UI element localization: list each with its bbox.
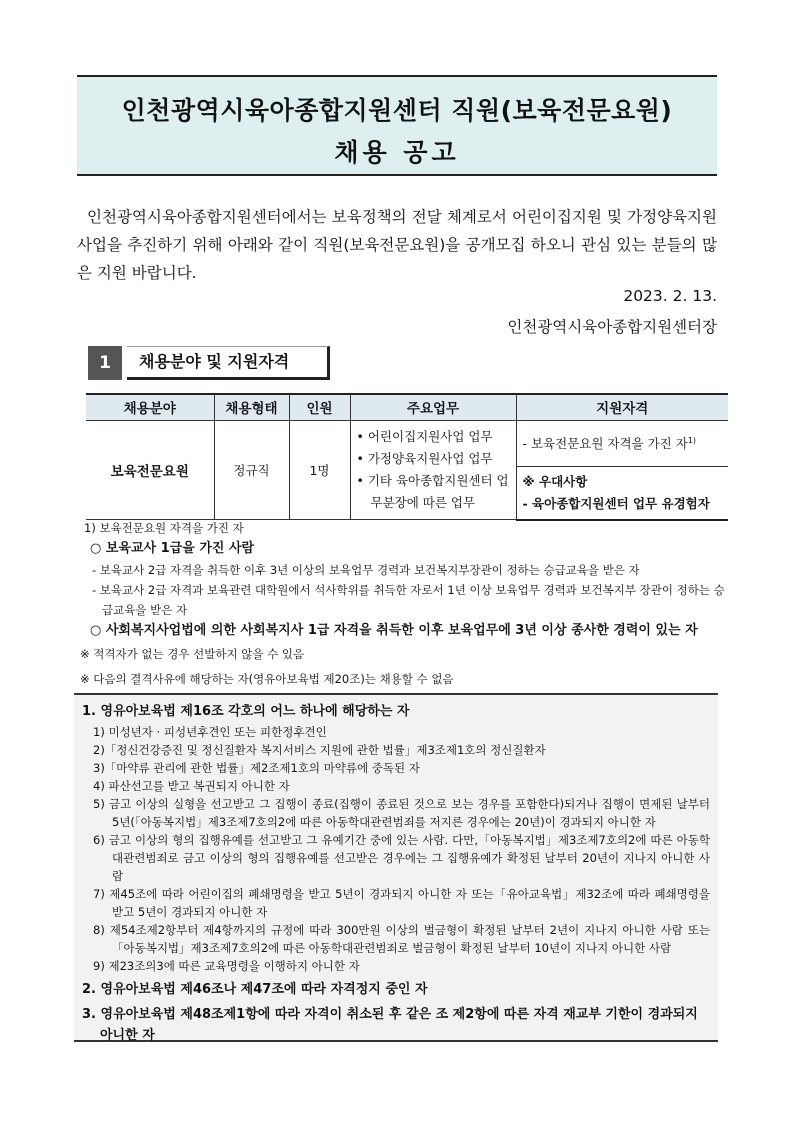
qualification-detail: - 보육교사 2급 자격과 보육관련 대학원에서 석사학위를 취득한 자로서 1년 이상 보육업무 경력과 보건복지부 장관이 정하는 승급교육을 받은 자 bbox=[92, 583, 725, 617]
list-item: 7) 제45조에 따라 어린이집의 폐쇄명령을 받고 5년이 경과되지 아니한 자 또는「유아교육법」제32조에 따라 폐쇄명령을 받고 5년이 경과되지 아니한 자 bbox=[93, 887, 710, 919]
notice-text: ※ 다음의 결격사유에 해당하는 자(영유아보육법 제20조)는 채용할 수 없음 bbox=[80, 672, 454, 686]
intro-paragraph: 인천광역시육아종합지원센터에서는 보육정책의 전달 체계로서 어린이집지원 및 가정양육지원 사업을 추진하기 위해 아래와 같이 직원(보육전문요원)을 공개모집 하오니 관심 있는 분들의 많은 지원 바랍니다. bbox=[77, 208, 717, 282]
duties-list bbox=[351, 422, 516, 518]
qualification-text: - 보육전문요원 자격을 가진 자 bbox=[522, 436, 688, 451]
preference-item: - 육아종합지원센터 업무 유경험자 bbox=[522, 495, 710, 511]
column-header: 채용형태 bbox=[214, 394, 289, 420]
list-item: 3)「마약류 관리에 관한 법률」제2조제1호의 마약류에 중독된 자 bbox=[93, 761, 420, 775]
page-title: 인천광역시육아종합지원센터 직원(보육전문요원) bbox=[121, 96, 673, 125]
column-header: 지원자격 bbox=[516, 394, 728, 420]
section-number-badge: 1 bbox=[88, 346, 122, 380]
table-header-row bbox=[86, 394, 728, 420]
disqualification-heading: 2. 영유아보육법 제46조나 제47조에 따라 자격정지 중인 자 bbox=[82, 982, 428, 997]
duties-cell bbox=[350, 420, 516, 520]
qualification-option-2: ○ 사회복지사업법에 의한 사회복지사 1급 자격을 취득한 이후 보육업무에 3년 이상 종사한 경력이 있는 자 bbox=[90, 623, 698, 638]
qualification-notes bbox=[80, 518, 725, 689]
footnote-marker: 1) bbox=[687, 435, 697, 445]
qualification-cell bbox=[516, 420, 728, 466]
list-item: 2)「정신건강증진 및 정신질환자 복지서비스 지원에 관한 법률」제3조제1호의 정신질환자 bbox=[93, 743, 546, 757]
column-header: 주요업무 bbox=[350, 394, 516, 420]
list-item: 4) 파산선고를 받고 복권되지 아니한 자 bbox=[93, 779, 290, 793]
section-title: 채용분야 및 지원자격 bbox=[127, 346, 330, 380]
list-item: • 가정양육지원사업 업무 bbox=[356, 450, 493, 466]
qualification-option-1: ○ 보육교사 1급을 가진 사람 bbox=[90, 541, 255, 556]
disqualification-box bbox=[74, 693, 718, 1042]
list-item: 8) 제54조제2항부터 제4항까지의 규정에 따라 300만원 이상의 벌금형이 확정된 날부터 2년이 지나지 아니한 사람 또는「아동복지법」제3조제7호의2에 따른 아동학대관련범죄로 벌금형이 확정된 날부터 10년이 지나지 아니한 사람 bbox=[93, 923, 710, 955]
notice-text: ※ 적격자가 없는 경우 선발하지 않을 수 있음 bbox=[80, 647, 305, 661]
list-item: 6) 금고 이상의 형의 집행유예를 선고받고 그 유예기간 중에 있는 사람. 다만,「아동복지법」제3조제7호의2에 따른 아동학대관련범죄로 금고 이상의 형의 집행유예를 선고받은 경우에는 그 집행유예가 확정된 날부터 20년이 지나지 아니한 사람 bbox=[93, 833, 710, 883]
title-box bbox=[77, 75, 717, 176]
issuer: 인천광역시육아종합지원센터장 bbox=[507, 318, 717, 336]
recruitment-table bbox=[86, 393, 728, 521]
disqualification-heading: 3. 영유아보육법 제48조제1항에 따라 자격이 취소된 후 같은 조 제2항에 따른 자격 재교부 기한이 경과되지 아니한 자 bbox=[82, 1007, 698, 1043]
count-cell: 1명 bbox=[289, 420, 350, 520]
list-item: 9) 제23조의3에 따른 교육명령을 이행하지 아니한 자 bbox=[93, 959, 360, 973]
list-item: 1) 미성년자 · 피성년후견인 또는 피한정후견인 bbox=[93, 725, 327, 739]
type-cell: 정규직 bbox=[214, 420, 289, 520]
disqualification-heading: 1. 영유아보육법 제16조 각호의 어느 하나에 해당하는 자 bbox=[82, 704, 410, 719]
field-cell: 보육전문요원 bbox=[86, 420, 214, 520]
list-item: • 기타 육아종합지원센터 업무분장에 따른 업무 bbox=[356, 472, 509, 510]
qualification-detail: - 보육교사 2급 자격을 취득한 이후 3년 이상의 보육업무 경력과 보건복지부장관이 정하는 승급교육을 받은 자 bbox=[92, 563, 640, 577]
table-row bbox=[86, 420, 728, 466]
list-item: 5) 금고 이상의 실형을 선고받고 그 집행이 종료(집행이 종료된 것으로 보는 경우를 포함한다)되거나 집행이 면제된 날부터 5년(「아동복지법」제3조제7호의2에 따른 아동학대관련범죄를 저지른 경우에는 20년)이 경과되지 아니한 자 bbox=[93, 797, 710, 829]
column-header: 채용분야 bbox=[86, 394, 214, 420]
list-item: • 어린이집지원사업 업무 bbox=[356, 428, 493, 444]
column-header: 인원 bbox=[289, 394, 350, 420]
footnote-heading: 1) 보육전문요원 자격을 가진 자 bbox=[84, 521, 244, 535]
announcement-date: 2023. 2. 13. bbox=[623, 287, 717, 305]
page-subtitle: 채용 공고 bbox=[334, 138, 460, 167]
preference-cell bbox=[516, 466, 728, 520]
preference-title: ※ 우대사항 bbox=[522, 473, 588, 489]
